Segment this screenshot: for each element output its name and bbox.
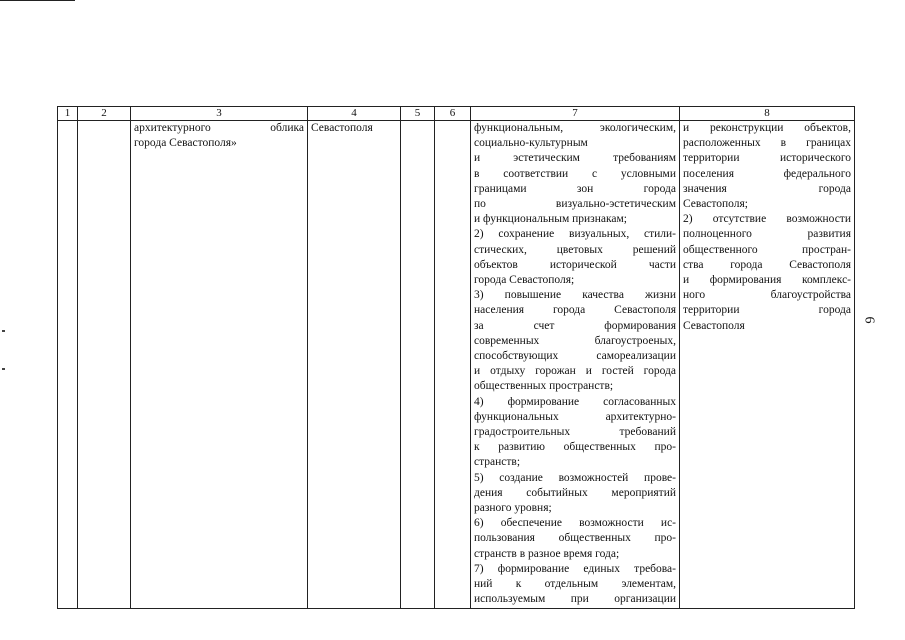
cell-col-8 bbox=[680, 121, 855, 609]
text-line: 2) отсутствие возможности bbox=[683, 213, 851, 226]
cell-col-1 bbox=[58, 121, 78, 609]
text-line: Севастополя; bbox=[683, 198, 749, 211]
text-line: 6) обеспечение возможности ис- bbox=[474, 517, 676, 530]
text-line: города Севастополя; bbox=[474, 274, 575, 287]
text-line: и формирования комплекс- bbox=[683, 274, 851, 287]
text-line: границами зон города bbox=[474, 182, 676, 195]
text-line: общественных пространств; bbox=[474, 380, 614, 393]
cell-col-2 bbox=[78, 121, 131, 609]
text-line: по визуально-эстетическим bbox=[474, 198, 676, 211]
cell-col-5 bbox=[401, 121, 435, 609]
text-line: Севастополя bbox=[683, 319, 745, 332]
corner-rule bbox=[0, 0, 75, 1]
text-line: градостроительных требований bbox=[474, 426, 676, 439]
header-row bbox=[58, 107, 855, 121]
text-line: пользования общественных про- bbox=[474, 532, 676, 545]
margin-tick bbox=[2, 330, 5, 332]
text-line: 5) создание возможностей прове- bbox=[474, 471, 676, 484]
table-row bbox=[58, 121, 855, 609]
cell-col-7 bbox=[471, 121, 680, 609]
col-header-7: 7 bbox=[471, 107, 680, 121]
text-line: и реконструкции объектов, bbox=[683, 122, 851, 134]
text-line: и эстетическим требованиям bbox=[474, 152, 676, 165]
text-line: функциональным, экологическим, bbox=[474, 122, 676, 134]
text-line: к развитию общественных про- bbox=[474, 441, 676, 454]
col-header-4: 4 bbox=[308, 107, 401, 121]
text-line: за счет формирования bbox=[474, 319, 676, 332]
text-line: территории города bbox=[683, 304, 851, 317]
text-line: современных благоустроеных, bbox=[474, 334, 676, 347]
text-line: способствующих самореализации bbox=[474, 350, 676, 363]
text-line: стических, цветовых решений bbox=[474, 243, 676, 256]
col-header-6: 6 bbox=[435, 107, 471, 121]
text-line: дения событийных мероприятий bbox=[474, 486, 676, 499]
col-header-3: 3 bbox=[131, 107, 308, 121]
text-line: расположенных в границах bbox=[683, 137, 851, 150]
text-line: разного уровня; bbox=[474, 502, 552, 515]
text-line: ства города Севастополя bbox=[683, 258, 851, 271]
text-line: функциональных архитектурно- bbox=[474, 410, 676, 423]
cell-col-3 bbox=[131, 121, 308, 609]
text-line: 7) формирование единых требова- bbox=[474, 562, 676, 575]
col7-text bbox=[474, 121, 676, 608]
col-header-5: 5 bbox=[401, 107, 435, 121]
text-line: странств; bbox=[474, 456, 521, 469]
text-line: 3) повышение качества жизни bbox=[474, 289, 676, 302]
text-line: 2) сохранение визуальных, стили- bbox=[474, 228, 676, 241]
cell-col-4 bbox=[308, 121, 401, 609]
text-line: значения города bbox=[683, 182, 851, 195]
text-line: территории исторического bbox=[683, 152, 851, 165]
document-table bbox=[57, 106, 855, 609]
col4-text bbox=[311, 121, 397, 136]
text-line: ний к отдельным элементам, bbox=[474, 578, 676, 591]
text-line: Севастополя bbox=[311, 122, 373, 134]
text-line: 4) формирование согласованных bbox=[474, 395, 676, 408]
col3-text bbox=[134, 121, 304, 151]
margin-tick bbox=[2, 368, 5, 370]
cell-col-6 bbox=[435, 121, 471, 609]
text-line: архитектурного облика bbox=[134, 122, 304, 134]
page-number: 6 bbox=[861, 316, 877, 324]
col-header-2: 2 bbox=[78, 107, 131, 121]
text-line: ного благоустройства bbox=[683, 289, 851, 302]
text-line: и отдыху горожан и гостей города bbox=[474, 365, 676, 378]
text-line: объектов исторической части bbox=[474, 258, 676, 271]
text-line: в соответствии с условными bbox=[474, 167, 676, 180]
col8-text bbox=[683, 121, 851, 334]
text-line: странств в разное время года; bbox=[474, 547, 620, 560]
text-line: и функциональным признакам; bbox=[474, 213, 627, 226]
col-header-1: 1 bbox=[58, 107, 78, 121]
text-line: населения города Севастополя bbox=[474, 304, 676, 317]
text-line: поселения федерального bbox=[683, 167, 851, 180]
text-line: социально-культурным bbox=[474, 137, 588, 150]
text-line: города Севастополя» bbox=[134, 137, 237, 150]
text-line: общественного простран- bbox=[683, 243, 851, 256]
text-line: полноценного развития bbox=[683, 228, 851, 241]
col-header-8: 8 bbox=[680, 107, 855, 121]
text-line: используемым при организации bbox=[474, 593, 676, 606]
